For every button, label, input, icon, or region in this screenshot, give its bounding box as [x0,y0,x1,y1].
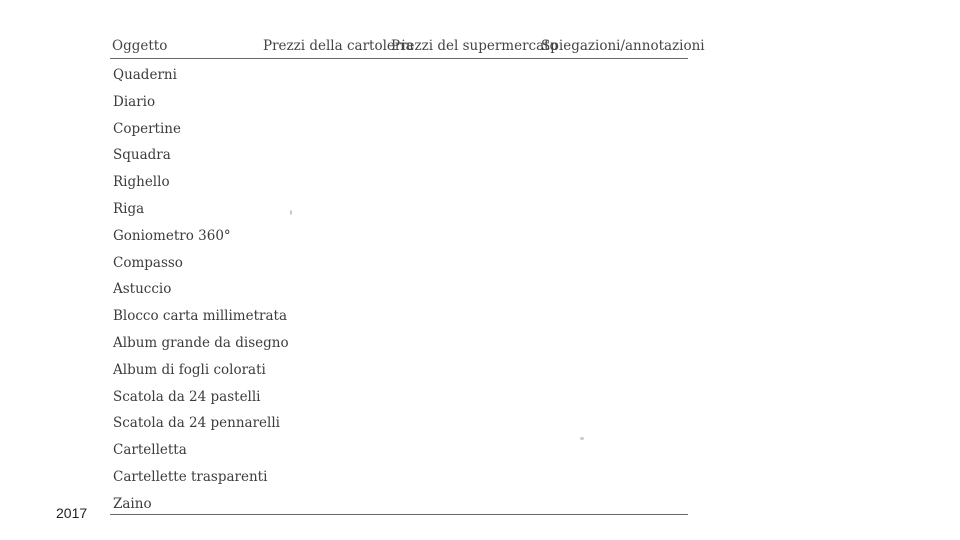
header-divider [110,58,688,59]
table-row: Zaino [113,495,152,512]
table-row: Compasso [113,254,183,271]
table-row: Astuccio [113,281,172,298]
header-supermarket-prices: Prezzi del supermercato [391,38,558,54]
price-comparison-table [110,36,705,520]
table-row: Album grande da disegno [113,334,289,351]
table-row: Diario [113,93,156,110]
table-row: Scatola da 24 pennarelli [113,415,280,432]
scan-speck [290,210,292,215]
table-row: Righello [113,174,170,191]
item-list [113,62,289,518]
table-row: Scatola da 24 pastelli [113,388,261,405]
table-row: Cartelletta [113,442,187,459]
table-header-row [110,36,705,58]
table-row: Copertine [113,120,181,137]
header-stationery-prices: Prezzi della cartoleria [263,38,414,54]
table-row: Squadra [113,147,171,164]
scan-speck [580,437,584,440]
table-row: Album di fogli colorati [113,361,266,378]
table-row: Riga [113,200,145,217]
footer-year: 2017 [56,505,88,521]
table-row: Quaderni [113,67,177,83]
table-row: Blocco carta millimetrata [113,308,287,325]
table-row: Goniometro 360° [113,227,231,244]
header-notes: Spiegazioni/annotazioni [541,38,705,54]
table-bottom-divider [110,514,688,515]
table-row: Cartellette trasparenti [113,468,268,485]
header-object: Oggetto [112,38,168,54]
